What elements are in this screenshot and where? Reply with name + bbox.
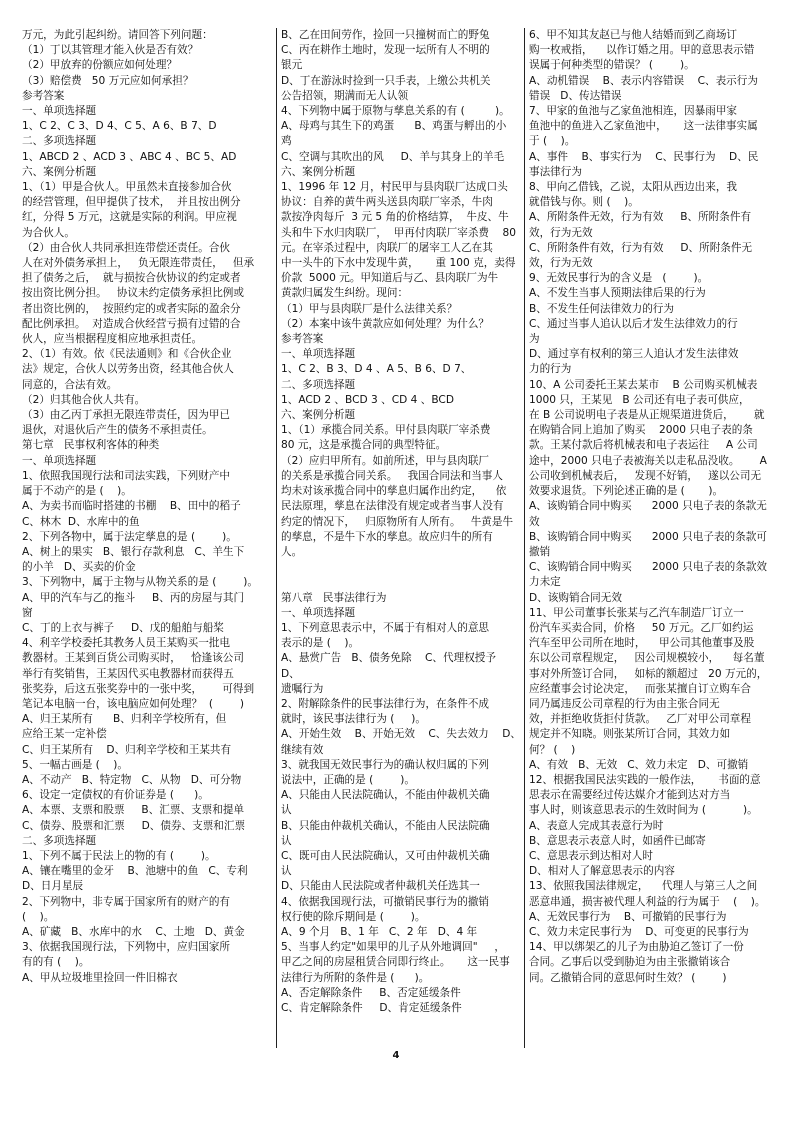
text-line: 1、依照我国现行法和司法实践，下列财产中 xyxy=(22,469,231,482)
text-line: 六、案例分析题 xyxy=(22,165,97,178)
text-line: 法律行为所附的条件是 ( )。 xyxy=(281,971,430,984)
text-line: 为 xyxy=(529,333,540,346)
text-line: A、否定解除条件 B、否定延缓条件 xyxy=(281,986,461,999)
text-line: 效 xyxy=(529,515,540,528)
text-line: 属于不动产的是 ( )。 xyxy=(22,485,132,498)
text-line: B、乙在田间劳作，捡回一只撞树而亡的野兔 xyxy=(281,29,490,41)
text-line: 一、单项选择题 xyxy=(22,105,97,118)
text-line: A、无效民事行为 B、可撤销的民事行为 xyxy=(529,910,727,923)
text-line: 1、ACD 2 、BCD 3 、CD 4 、BCD xyxy=(281,393,454,406)
text-line: 的小羊 D、买卖的价金 xyxy=(22,561,136,574)
text-line: 10、A 公司委托王某去某市 B 公司购买机械表 xyxy=(529,378,758,391)
text-line: C、归王某所有 D、归利辛学校和王某共有 xyxy=(22,743,232,756)
text-line: C、肯定解除条件 D、肯定延缓条件 xyxy=(281,1002,462,1014)
text-line: 黄款归属发生纠纷。现问： xyxy=(281,287,409,300)
text-line: 张奖券，后这五张奖券中的一张中奖， 可得到 xyxy=(22,682,255,695)
text-line: B、不发生任何法律效力的行为 xyxy=(529,302,674,315)
text-line: 认 xyxy=(281,865,292,878)
text-line: 5、当事人约定"如果甲的儿子从外地调回" ， xyxy=(281,941,506,954)
text-line: 购一枚戒指， 以作订婚之用。甲的意思表示错 xyxy=(529,44,755,57)
text-line: 同。乙撤销合同的意思何时生效？ ( ) xyxy=(529,971,727,984)
text-line: C、丙在耕作土地时，发现一坛所有人不明的 xyxy=(281,44,490,57)
text-line: 在 B 公司说明电子表是从正规渠道进货后， 就 xyxy=(529,409,765,422)
text-line: C、效力未定民事行为 D、可变更的民事行为 xyxy=(529,925,749,938)
text-line: A、为卖书而临时搭建的书棚 B、田中的稻子 xyxy=(22,500,241,513)
text-line: D、相对人了解意思表示的内容 xyxy=(529,865,675,878)
text-line: 认 xyxy=(281,834,292,847)
text-line: 误属于何种类型的错误？ ( )。 xyxy=(529,59,695,72)
text-line: 1、1996 年 12 月，村民甲与县肉联厂达成口头 xyxy=(281,181,508,194)
text-line: 法》规定，合伙人以劳务出资，经其他合伙人 xyxy=(22,363,234,376)
text-line: 款按净肉每斤 3 元 5 角的价格结算， 牛皮、牛 xyxy=(281,211,509,224)
text-line: （3）由乙丙丁承担无限连带责任，因为甲已 xyxy=(22,409,231,422)
text-line: A、开始生效 B、开始无效 C、失去效力 D、 xyxy=(281,728,521,741)
text-line: C、所附条件有效，行为有效 D、所附条件无 xyxy=(529,241,753,254)
text-line: 事对外所签订合同， 如标的额超过 20 万元的， xyxy=(529,667,768,680)
text-line: C、意思表示到达相对人时 xyxy=(529,849,653,862)
text-line: C、该购销合同中购买 2000 只电子表的条款效 xyxy=(529,561,768,574)
text-line: A、甲的汽车与乙的拖斗 B、丙的房屋与其门 xyxy=(22,591,245,604)
text-line: A、本票、支票和股票 B、汇票、支票和提单 xyxy=(22,804,245,817)
page-number: 4 xyxy=(392,1050,400,1061)
text-line: A、动机错误 B、表示内容错误 C、表示行为 xyxy=(529,74,758,87)
text-line: 6、甲不知其友赵已与他人结婚而到乙商场订 xyxy=(529,29,738,41)
text-line: C、空调与其吹出的风 D、羊与其身上的羊毛 xyxy=(281,150,505,163)
text-line: 第八章 民事法律行为 xyxy=(281,591,387,604)
text-line: A、不发生当事人预期法律后果的行为 xyxy=(529,287,706,300)
text-line: 12、根据我国民法实践的一般作法， 书面的意 xyxy=(529,773,761,786)
text-line: 鸡 xyxy=(281,135,292,148)
text-line: 二、多项选择题 xyxy=(22,834,97,847)
text-line: ( )。 xyxy=(22,910,55,923)
text-line: 者出资比例的， 按照约定的或者实际的盈余分 xyxy=(22,302,241,315)
text-line: 协议：自养的黄牛两头送县肉联厂宰杀，牛肉 xyxy=(281,196,493,209)
text-line: 1、C 2、B 3、D 4 、A 5、B 6、D 7、 xyxy=(281,363,472,376)
text-line: 六、案例分析题 xyxy=(281,165,356,178)
text-line: 思表示在需要经过传达媒介才能到达对方当 xyxy=(529,789,731,802)
text-line: 一、单项选择题 xyxy=(281,348,356,361)
text-line: D、丁在游泳时捡到一只手表，上缴公共机关 xyxy=(281,74,491,87)
text-line: 应给王某一定补偿 xyxy=(22,728,107,741)
column-middle xyxy=(276,28,524,1048)
text-line: 的孳息，不是牛下水的孳息。故应归牛的所有 xyxy=(281,530,493,543)
column-left xyxy=(22,28,269,1048)
text-line: 2、（1）有效。依《民法通则》和《合伙企业 xyxy=(22,348,232,361)
text-line: 款。王某付款后将机械表和电子表运往 A 公司 xyxy=(529,439,758,452)
text-line: 笔记本电脑一台，该电脑应如何处理？ ( ) xyxy=(22,697,245,710)
text-line: 4、利辛学校委托其教务人员王某购买一批电 xyxy=(22,637,231,650)
text-line: 效，行为无效 xyxy=(529,226,593,239)
text-line: 银元 xyxy=(281,59,303,72)
column-right xyxy=(524,28,778,1048)
text-line: 红，分得 5 万元，这就是实际的利润。甲应视 xyxy=(22,211,237,224)
text-line: A、9 个月 B、1 年 C、2 年 D、4 年 xyxy=(281,925,478,938)
text-line: 窗 xyxy=(22,606,33,619)
text-line: A、该购销合同中购买 2000 只电子表的条款无 xyxy=(529,500,767,513)
text-line: 8、甲向乙借钱，乙说，太阳从西边出来，我 xyxy=(529,181,738,194)
text-line: A、所附条件无效，行为有效 B、所附条件有 xyxy=(529,211,752,224)
text-line: B、只能由仲裁机关确认，不能由人民法院确 xyxy=(281,819,490,832)
text-line: A、表意人完成其表意行为时 xyxy=(529,819,664,832)
text-line: （2）由合伙人共同承担连带偿还责任。合伙 xyxy=(22,241,231,254)
text-line: B、该购销合同中购买 2000 只电子表的条款可 xyxy=(529,530,767,543)
text-line: 份汽车买卖合同，价格 50 万元。乙厂如约运 xyxy=(529,621,754,634)
text-line: D、通过享有权利的第三人追认才发生法律效 xyxy=(529,348,739,361)
text-line: 一、单项选择题 xyxy=(22,454,97,467)
text-line: 80 元，这是承揽合同的典型特征。 xyxy=(281,439,447,452)
text-line: 元。在宰杀过程中，肉联厂的屠宰工人乙在其 xyxy=(281,241,493,254)
text-line: B、意思表示表意人时，如函件已邮寄 xyxy=(529,834,706,847)
text-line: C、通过当事人追认以后才发生法律效力的行 xyxy=(529,317,738,330)
text-line: 力的行为 xyxy=(529,363,572,376)
text-line: A、事件 B、事实行为 C、民事行为 D、民 xyxy=(529,150,759,163)
text-line: 一、单项选择题 xyxy=(281,606,356,619)
text-line: 错误 D、传达错误 xyxy=(529,89,622,102)
text-line: 事法律行为 xyxy=(529,165,582,178)
text-line: D、日月星辰 xyxy=(22,880,84,893)
text-line: 权行使的除斥期间是 ( )。 xyxy=(281,910,426,923)
text-line: 4、依据我国现行法，可撤销民事行为的撤销 xyxy=(281,895,490,908)
text-line: 价款 5000 元。甲知道后与乙、县肉联厂为牛 xyxy=(281,272,499,285)
text-line: A、镶在嘴里的金牙 B、池塘中的鱼 C、专利 xyxy=(22,865,248,878)
text-line: 就借钱与你。则 ( )。 xyxy=(529,196,639,209)
text-line: 万元，为此引起纠纷。请回答下列问题： xyxy=(22,29,213,41)
text-line: 6、设定一定债权的有价证券是 ( )。 xyxy=(22,789,209,802)
text-line: 效要求退货。下列论述正确的是 ( )。 xyxy=(529,485,724,498)
text-line: 参考答案 xyxy=(22,89,65,102)
text-line: 2、附解除条件的民事法律行为，在条件不成 xyxy=(281,697,490,710)
text-line: D、该购销合同无效 xyxy=(529,591,622,604)
text-line: 规定并不知晓。则张某所订合同，其效力如 xyxy=(529,728,731,741)
text-line: （3）赔偿费 50 万元应如何承担？ xyxy=(22,74,194,87)
text-line: 有的有 ( )。 xyxy=(22,956,90,969)
text-line: 的关系是承揽合同关系。 我国合同法和当事人 xyxy=(281,469,503,482)
text-line: 恶意串通，损害被代理人利益的行为属于 ( )。 xyxy=(529,895,766,908)
text-line: （1）丁以其管理才能入伙是否有效？ xyxy=(22,44,199,57)
text-line: 3、下列物中，属于主物与从物关系的是 ( )。 xyxy=(22,576,258,589)
text-line: 1、ABCD 2 、ACD 3 、ABC 4 、BC 5、AD xyxy=(22,150,237,163)
text-line: 14、甲以绑架乙的儿子为由胁迫乙签订了一份 xyxy=(529,941,744,954)
text-line xyxy=(281,575,524,590)
text-line: 2、下列物中，非专属于国家所有的财产的有 xyxy=(22,895,231,908)
text-line: D、只能由人民法院或者仲裁机关任选其一 xyxy=(281,880,480,893)
text-line: 头和牛下水归肉联厂， 甲再付肉联厂宰杀费 80 xyxy=(281,226,516,239)
text-line: 同意的，合法有效。 xyxy=(22,378,118,391)
text-line: 事人时，则该意思表示的生效时间为 ( )。 xyxy=(529,804,758,817)
text-line: 人。 xyxy=(281,545,303,558)
text-line: A、有效 B、无效 C、效力未定 D、可撤销 xyxy=(529,758,749,771)
text-line: （2）甲放弃的份额应如何处理？ xyxy=(22,59,178,72)
text-line: A、只能由人民法院确认，不能由仲裁机关确 xyxy=(281,789,490,802)
text-line: 鱼池中的鱼进入乙家鱼池中， 这一法律事实属 xyxy=(529,120,758,133)
text-line: 1、C 2、C 3、D 4、C 5、A 6、B 7、D xyxy=(22,120,217,133)
text-line: 在购销合同上追加了购买 2000 只电子表的条 xyxy=(529,424,753,437)
text-line: A、甲从垃圾堆里捡回一件旧棉衣 xyxy=(22,971,178,984)
text-line: 参考答案 xyxy=(281,333,324,346)
text-line: 教器材。王某到百货公司购买时， 恰逢该公司 xyxy=(22,652,244,665)
text-line: 效，行为无效 xyxy=(529,257,593,270)
text-line: 第七章 民事权利客体的种类 xyxy=(22,439,160,452)
text-line: 同乃属违反公司章程的行为由主张合同无 xyxy=(529,697,720,710)
text-line: 4、下列物中属于原物与孳息关系的有 ( )。 xyxy=(281,105,510,118)
text-line: 民法原理，孳息在法律没有规定或者当事人没有 xyxy=(281,500,504,513)
text-line: 继续有效 xyxy=(281,743,324,756)
text-line: A、母鸡与其生下的鸡蛋 B、鸡蛋与孵出的小 xyxy=(281,120,507,133)
text-line: 11、甲公司董事长张某与乙汽车制造厂订立一 xyxy=(529,606,744,619)
text-line: 撤销 xyxy=(529,545,551,558)
text-line: 人在对外债务承担上， 负无限连带责任， 但承 xyxy=(22,257,255,270)
text-line: 于 ( )。 xyxy=(529,135,576,148)
text-line: 担了债务之后， 就与损按合伙协议的约定或者 xyxy=(22,272,241,285)
text-line: 力未定 xyxy=(529,576,561,589)
text-line: C、丁的上衣与裤子 D、戊的船舶与船桨 xyxy=(22,621,224,634)
text-line: 二、多项选择题 xyxy=(22,135,97,148)
text-line: 中一头牛的下水中发现牛黄， 重 100 克，卖得 xyxy=(281,257,516,270)
text-line: 就时，该民事法律行为 ( )。 xyxy=(281,713,427,726)
text-line: 何？ ( ) xyxy=(529,743,576,756)
text-line: （2）本案中该牛黄款应如何处理？为什么？ xyxy=(281,317,490,330)
text-line: A、树上的果实 B、银行存款利息 C、羊生下 xyxy=(22,545,245,558)
text-line: 配比例承担。 对造成合伙经营亏损有过错的合 xyxy=(22,317,241,330)
text-line: 二、多项选择题 xyxy=(281,378,356,391)
text-line: 公告招领，期满而无人认领 xyxy=(281,89,409,102)
text-line xyxy=(281,560,524,575)
text-line: 六、案例分析题 xyxy=(281,409,356,422)
text-line: 甲乙之间的房屋租赁合同即行终止。 这一民事 xyxy=(281,956,510,969)
text-line: 遗嘱行为 xyxy=(281,682,324,695)
text-line: 1、（1）承揽合同关系。甲付县肉联厂宰杀费 xyxy=(281,424,491,437)
text-line: 9、无效民事行为的含义是 ( )。 xyxy=(529,272,709,285)
text-line: 汽车至甲公司所在地时， 甲公司其他董事及股 xyxy=(529,637,755,650)
text-line: （2）归其他合伙人共有。 xyxy=(22,393,146,406)
text-line: 公司收到机械表后， 发现不好销， 遂以公司无 xyxy=(529,469,762,482)
text-line: 3、就我国无效民事行为的确认权归属的下列 xyxy=(281,758,490,771)
text-line: 效，并拒绝收货拒付货款。 乙厂对甲公司章程 xyxy=(529,713,751,726)
text-line: 途中，2000 只电子表被海关以走私品没收。 A xyxy=(529,454,767,467)
text-line: 1、下列不属于民法上的物的有 ( )。 xyxy=(22,849,216,862)
text-line: A、悬赏广告 B、债务免除 C、代理权授予 D、 xyxy=(281,652,510,680)
text-line: C、林木 D、水库中的鱼 xyxy=(22,515,140,528)
text-line: 伙人，应当根据程度相应地承担责任。 xyxy=(22,333,203,346)
text-line: A、矿藏 B、水库中的水 C、土地 D、黄金 xyxy=(22,925,245,938)
text-line: （1）甲与县肉联厂是什么法律关系？ xyxy=(281,302,458,315)
text-line: 1、下列意思表示中，不属于有相对人的意思 xyxy=(281,621,490,634)
text-line: C、债券、股票和汇票 D、债券、支票和汇票 xyxy=(22,819,246,832)
text-line: 3、依据我国现行法，下列物中，应归国家所 xyxy=(22,941,231,954)
text-line: 认 xyxy=(281,804,292,817)
text-line: 2、下列各物中，属于法定孳息的是 ( )。 xyxy=(22,530,237,543)
text-line: 1、（1）甲是合伙人。甲虽然未直接参加合伙 xyxy=(22,181,232,194)
text-line: 表示的是 ( )。 xyxy=(281,637,360,650)
text-line: 退伙，对退伙后产生的债务不承担责任。 xyxy=(22,424,213,437)
text-line: 说法中，正确的是 ( )。 xyxy=(281,773,415,786)
text-line: 为合伙人。 xyxy=(22,226,75,239)
text-line: 13、依照我国法律规定， 代理人与第三人之间 xyxy=(529,880,758,893)
text-line: 合同。乙事后以受到胁迫为由主张撤销该合 xyxy=(529,956,731,969)
document-page xyxy=(22,28,777,1048)
text-line: 约定的情况下， 归原物所有人所有。 牛黄是牛 xyxy=(281,515,514,528)
text-line: C、既可由人民法院确认，又可由仲裁机关确 xyxy=(281,849,490,862)
text-line: 的经营管理，但甲提供了技术， 并且按出例分 xyxy=(22,196,241,209)
text-line: 5、一幅古画是 ( )。 xyxy=(22,758,128,771)
text-line: 举行有奖销售，王某因代买电教器材而获得五 xyxy=(22,667,234,680)
text-line: 东以公司章程规定， 因公司规模较小， 每名董 xyxy=(529,652,765,665)
text-line: （2）应归甲所有。如前所述，甲与县肉联厂 xyxy=(281,454,490,467)
text-line: 均未对该承揽合同中的孳息归属作出约定， 依 xyxy=(281,485,507,498)
text-line: A、不动产 B、特定物 C、从物 D、可分物 xyxy=(22,773,242,786)
text-line: 按出资比例分担。 协议未约定债务承担比例或 xyxy=(22,287,244,300)
text-line: A、归王某所有 B、归利辛学校所有，但 xyxy=(22,713,227,726)
text-line: 7、甲家的鱼池与乙家鱼池相连，因暴雨甲家 xyxy=(529,105,738,118)
text-line: 应经董事会讨论决定， 而张某擅自订立购车合 xyxy=(529,682,751,695)
text-line: 1000 只，王某见 B 公司还有电子表可供应， xyxy=(529,393,750,406)
